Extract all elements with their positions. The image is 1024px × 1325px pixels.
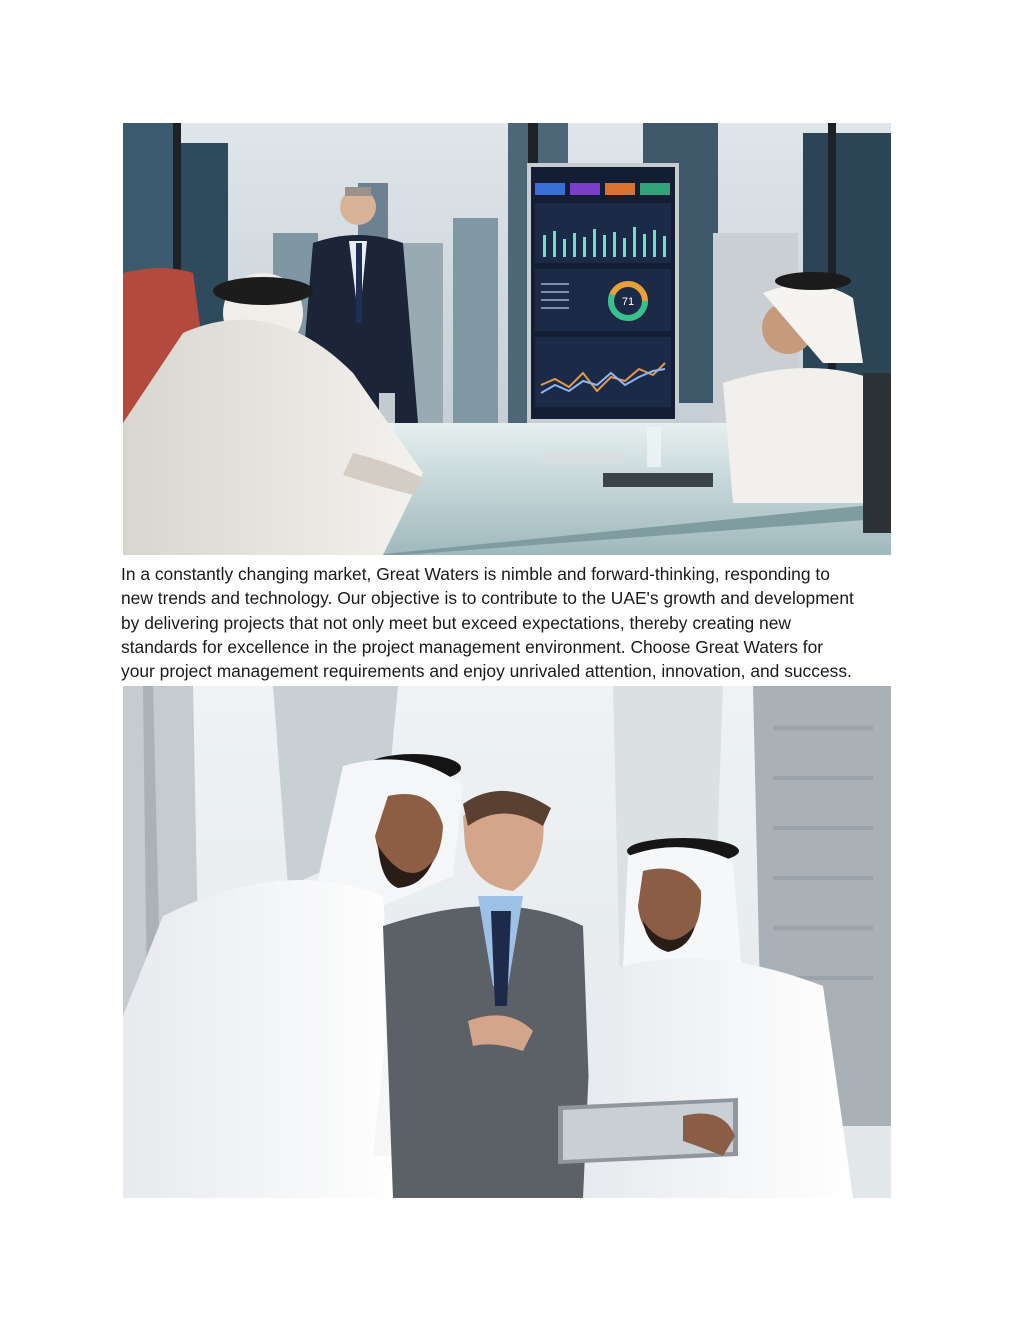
street-meeting-photo bbox=[123, 686, 891, 1198]
dashboard-donut-value: 71 bbox=[621, 296, 635, 308]
paragraph-line: new trends and technology. Our objective is to contribute to the UAE's growth and development bbox=[121, 588, 854, 609]
paragraph-line: In a constantly changing market, Great Waters is nimble and forward-thinking, responding to bbox=[121, 564, 830, 584]
body-paragraph bbox=[121, 562, 911, 683]
paragraph-line: standards for excellence in the project management environment. Choose Great Waters for bbox=[121, 636, 824, 657]
man-left-figure bbox=[123, 880, 403, 1198]
man-right-figure bbox=[583, 958, 853, 1198]
meeting-photo-illustration bbox=[123, 123, 891, 555]
paragraph-line: by delivering projects that not only meet but exceed expectations, thereby creating new bbox=[121, 612, 791, 633]
paragraph-line: your project management requirements and enjoy unrivaled attention, innovation, and success. bbox=[121, 661, 852, 682]
street-meeting-photo-illustration bbox=[123, 686, 891, 1198]
meeting-photo bbox=[123, 123, 891, 555]
